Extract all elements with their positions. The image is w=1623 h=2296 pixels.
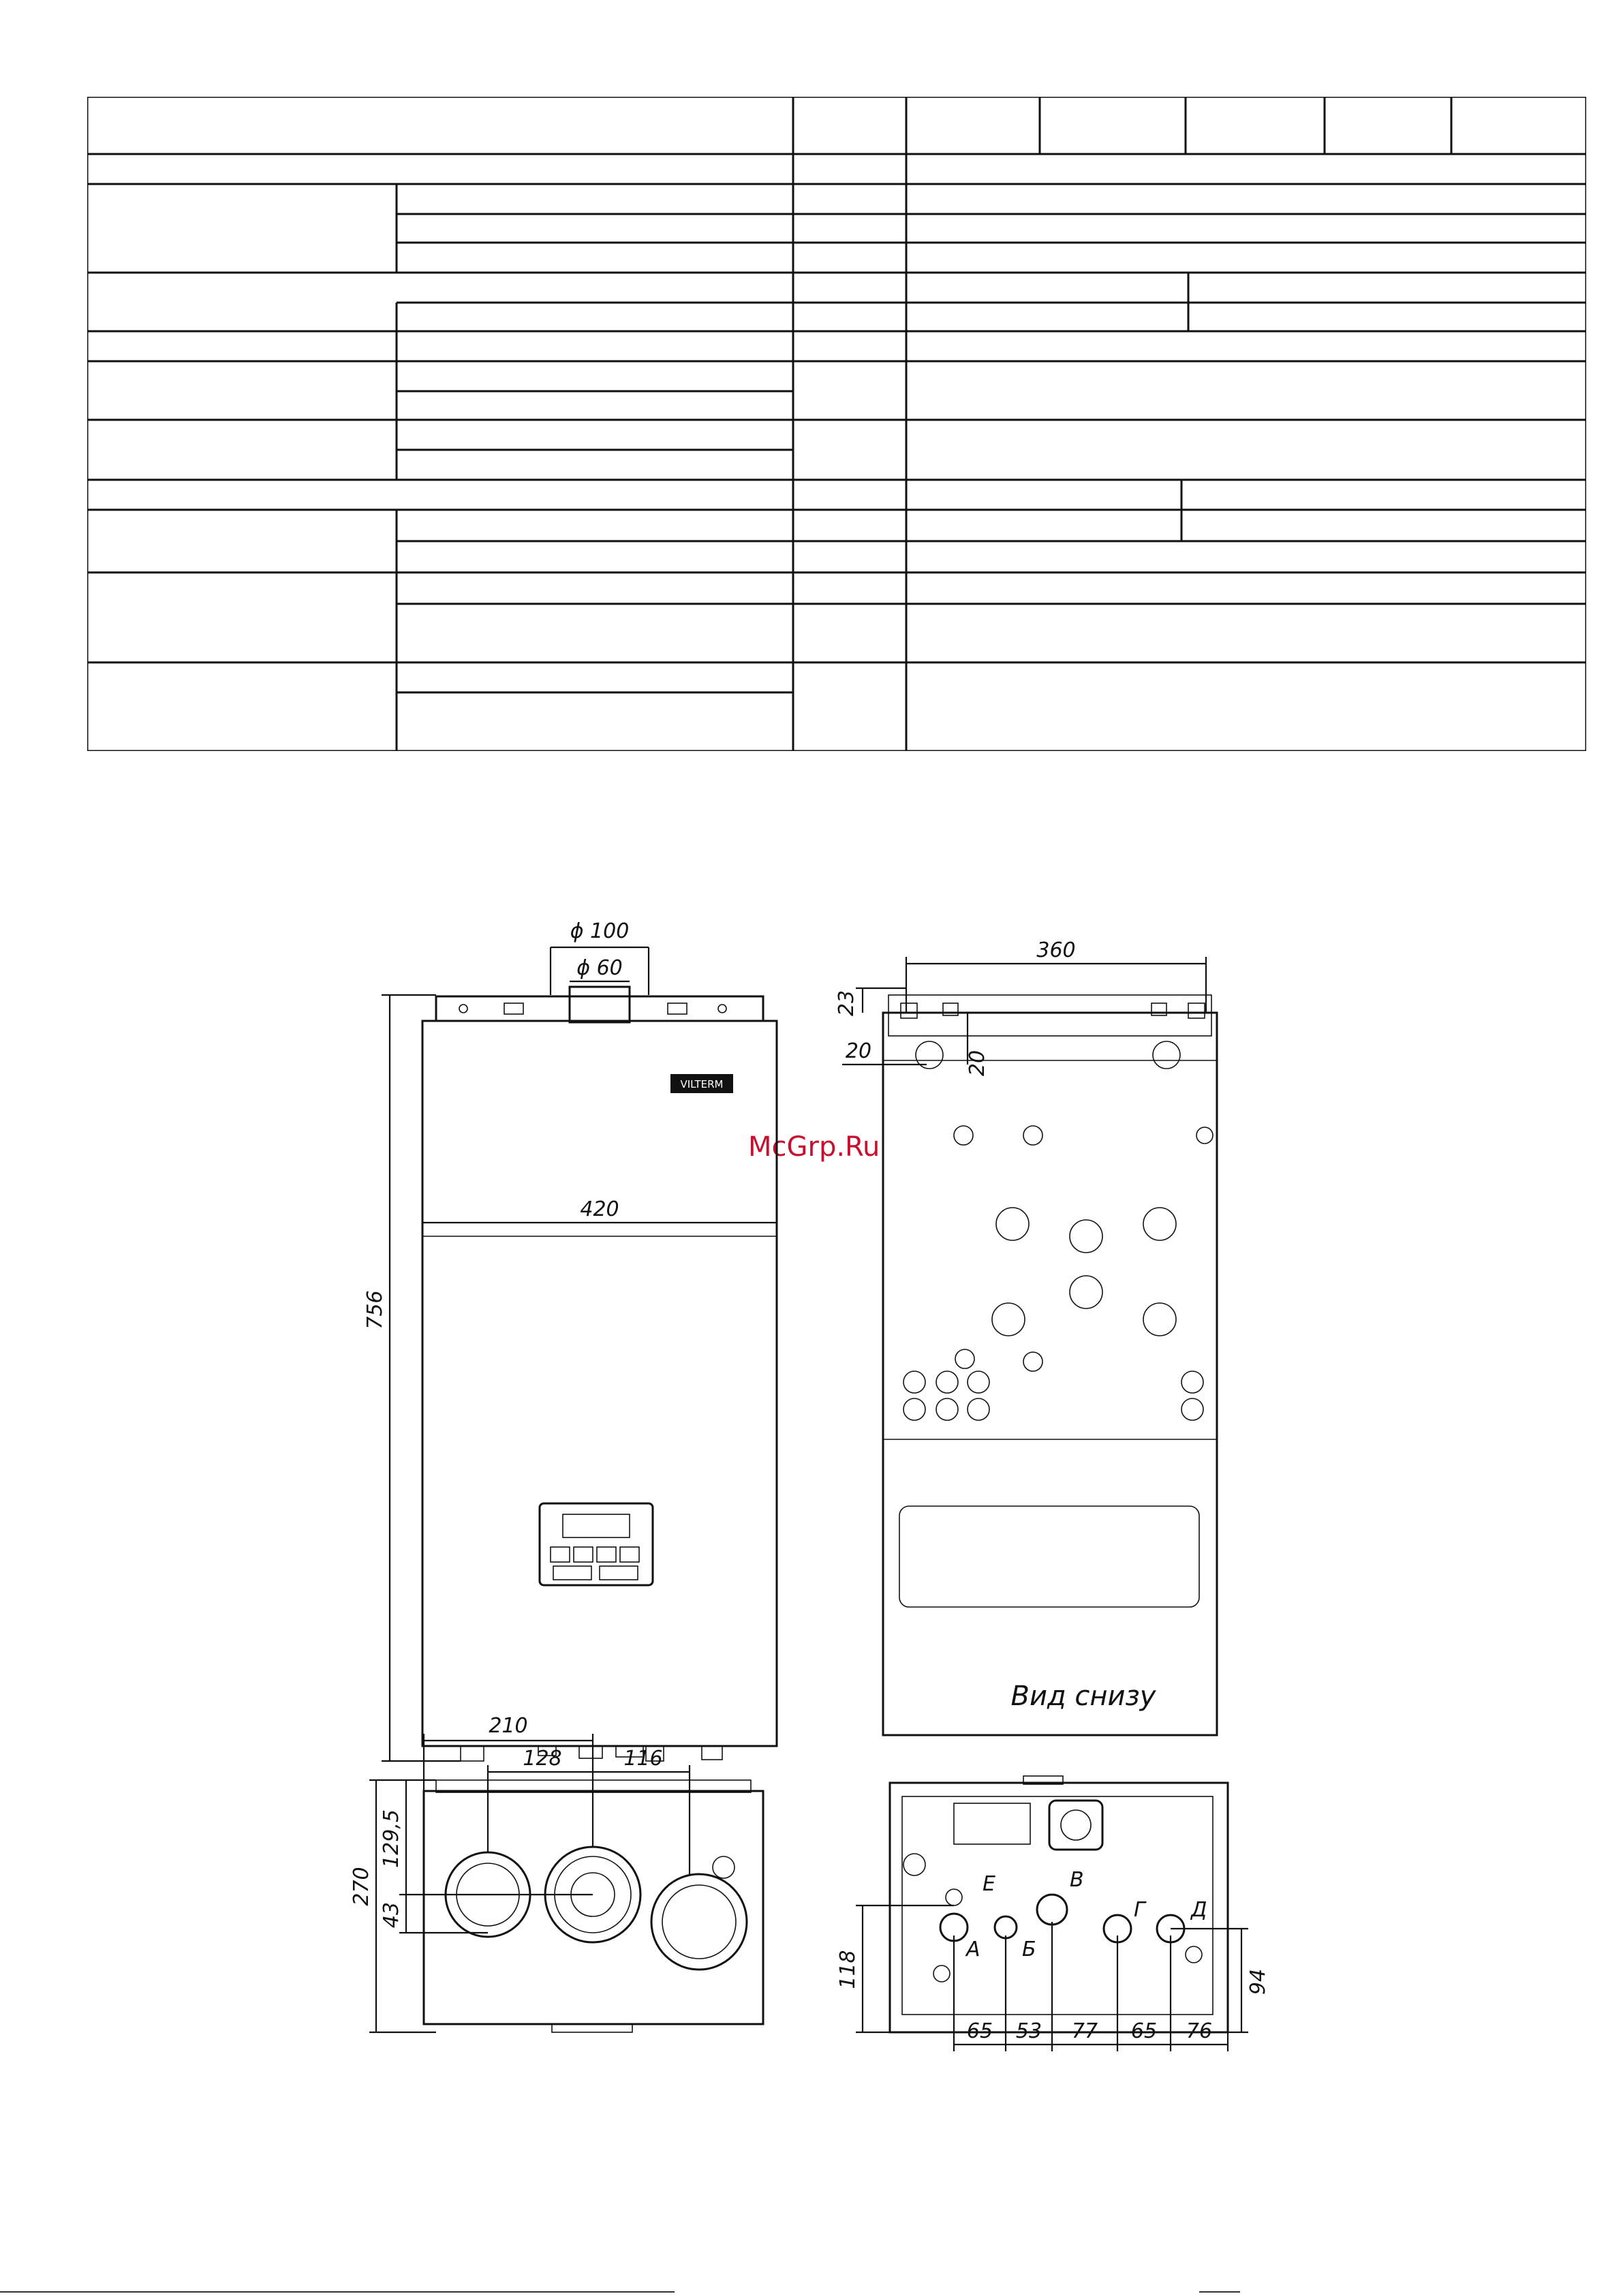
dim-bottom-span-2: 53 [1015, 2019, 1042, 2043]
dim-depth-lower: 43 [380, 1901, 403, 1929]
dim-bottom-height-right: 94 [1246, 1968, 1270, 1995]
label-d: Д [1191, 1898, 1207, 1922]
dim-mount-offset-top: 23 [835, 990, 859, 1017]
dim-pipe-inner: ϕ 60 [576, 956, 623, 980]
label-g: Г [1134, 1898, 1145, 1922]
dim-top-span-right: 116 [623, 1747, 663, 1771]
label-e: Е [983, 1872, 995, 1896]
dim-width-front: 420 [580, 1197, 619, 1221]
label-a: А [966, 1938, 980, 1961]
dim-mount-offset-left: 20 [845, 1039, 872, 1063]
dim-height-total: 756 [363, 1290, 387, 1330]
front-view [363, 919, 777, 1761]
bottom-view [836, 1681, 1270, 2051]
technical-drawings [0, 886, 1623, 2113]
footer-rule-right [1199, 2291, 1240, 2293]
dim-pipe-outer: ϕ 100 [570, 919, 630, 943]
dim-bottom-span-5: 76 [1186, 2019, 1213, 2043]
dim-depth-total: 270 [350, 1867, 373, 1906]
dim-bottom-span-3: 77 [1071, 2019, 1098, 2043]
rear-view [835, 938, 1217, 1735]
dim-mount-offset-vertical: 20 [965, 1050, 989, 1077]
dim-bottom-span-4: 65 [1130, 2019, 1158, 2043]
dim-top-span-left: 128 [523, 1747, 562, 1771]
watermark: McGrp.Ru [748, 1131, 880, 1163]
dim-top-span-total: 210 [489, 1714, 528, 1738]
nameplate: VILTERM [680, 1078, 724, 1090]
dim-depth-upper: 129,5 [380, 1809, 403, 1868]
view-title: Вид снизу [1010, 1681, 1156, 1712]
dim-bottom-span-1: 65 [966, 2019, 993, 2043]
specification-table [87, 97, 1586, 751]
footer-rule-left [0, 2291, 675, 2293]
label-v: В [1070, 1868, 1084, 1892]
dim-bottom-height-left: 118 [836, 1950, 860, 1989]
label-b: Б [1022, 1938, 1036, 1961]
dim-width-mount: 360 [1036, 938, 1076, 962]
